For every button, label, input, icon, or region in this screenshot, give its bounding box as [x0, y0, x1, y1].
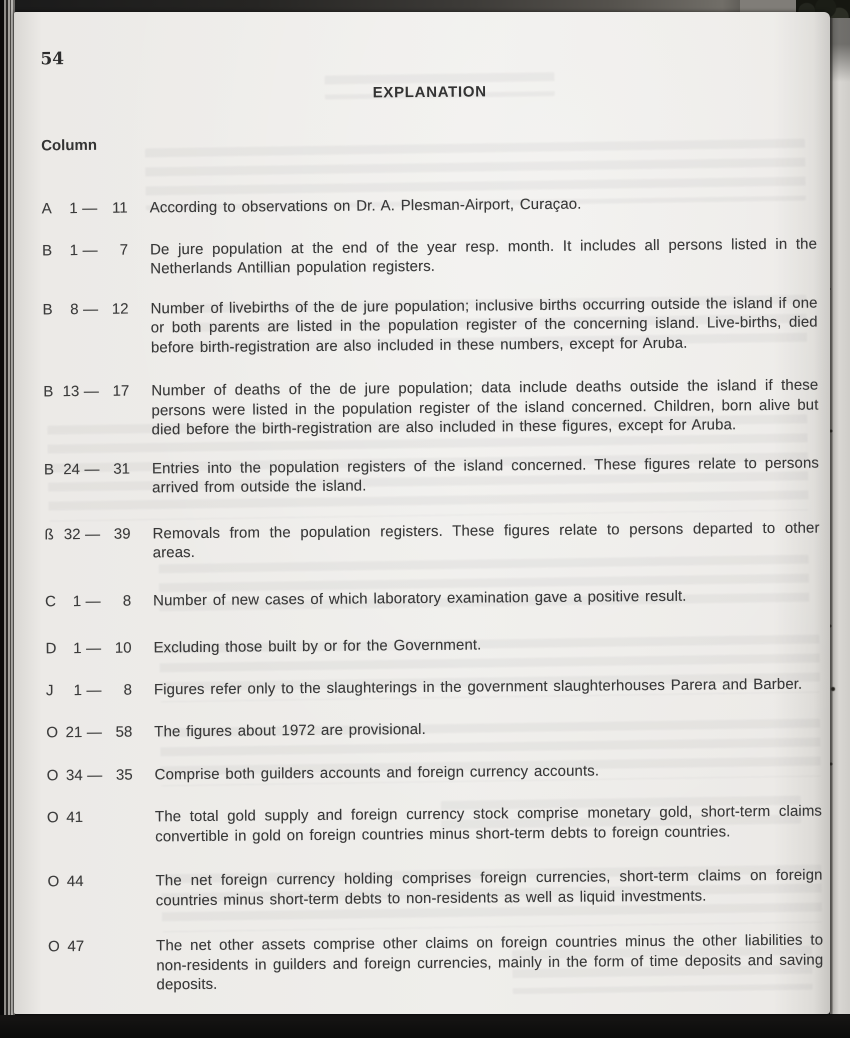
explanation-entry — [45, 633, 820, 659]
range-dash: — — [83, 300, 99, 318]
range-to: 8 — [122, 592, 132, 610]
scan-bottom-shadow — [0, 1015, 850, 1038]
range-from: 34 — [65, 766, 83, 784]
page-content — [14, 8, 839, 1017]
range-to: 7 — [119, 241, 129, 259]
explanation-entry — [42, 234, 817, 280]
range-dash: — — [84, 525, 101, 543]
column-letter: O — [48, 938, 60, 956]
entry-text: The net foreign currency holding comprises foreign currencies, short-term claims on foreign countries minus short-term debts to non-residents as well as liquid investments. — [155, 866, 823, 909]
column-letter: O — [46, 724, 59, 742]
explanation-entry — [46, 674, 821, 700]
entry-text: The figures about 1972 are provisional. — [154, 720, 426, 741]
column-letter: B — [42, 300, 53, 318]
scan-specks — [0, 0, 2, 2]
range-from: 44 — [66, 872, 84, 891]
range-from: 47 — [67, 937, 85, 956]
entry-text: Figures refer only to the slaughterings in the government slaughterhouses Parera and Barber. — [153, 675, 803, 698]
range-to: 11 — [112, 199, 128, 217]
column-letter: D — [45, 640, 57, 658]
entry-text: According to observations on Dr. A. Plesman-Airport, Curaçao. — [149, 195, 582, 217]
column-letter: B — [41, 241, 53, 259]
explanation-entry — [45, 585, 820, 611]
book-binding-edge — [0, 0, 15, 1038]
entry-text: De jure population at the end of the year resp. month. It includes all persons listed in the Netherlands Antillian population registers. — [149, 235, 818, 278]
entry-text: Number of new cases of which laboratory examination gave a positive result. — [153, 587, 687, 609]
range-from: 1 — [73, 639, 82, 658]
range-to: 8 — [123, 681, 132, 699]
page-title: EXPLANATION — [372, 83, 487, 102]
range-to: 31 — [113, 460, 131, 478]
explanation-entry — [42, 293, 817, 358]
column-letter: O — [46, 766, 59, 784]
explanation-entry — [47, 866, 822, 912]
range-dash: — — [82, 199, 98, 217]
column-letter: J — [45, 681, 54, 699]
range-from: 1 — [72, 592, 82, 610]
range-from: 1 — [73, 681, 82, 699]
range-from: 32 — [63, 525, 81, 543]
entry-text: Entries into the population registers of the island concerned. These figures relate to persons arrived from outside the island. — [151, 454, 820, 497]
range-from: 1 — [69, 200, 78, 218]
range-to: 58 — [115, 723, 133, 741]
range-from: 1 — [69, 241, 79, 259]
entry-text: Comprise both guilders accounts and foreign currency accounts. — [154, 761, 600, 783]
range-from: 24 — [63, 460, 81, 478]
column-letter: O — [47, 873, 60, 891]
entry-text: Number of livebirths of the de jure population; inclusive births occurring outside the island if one or both parents are listed in the population register of the concerning island. Live-births, died before birth-registration are also included in these numbers, except for Aruba. — [150, 294, 818, 356]
explanation-entry — [48, 931, 823, 996]
column-letter: ß — [44, 525, 54, 543]
range-to: 10 — [114, 639, 132, 657]
range-dash: — — [86, 723, 102, 741]
range-dash: — — [84, 460, 100, 478]
range-from: 8 — [70, 300, 79, 318]
entry-text: The net other assets comprise other claims on foreign countries minus the other liabilities to non-residents in guilders and foreign currencies, mainly in the form of time deposits and saving deposits. — [156, 931, 824, 994]
entry-text: Number of deaths of the de jure population; data include deaths outside the island if these persons were listed in the population register of the island concerned. Children, born alive but died before the birth-registration are also included in these figures, except for Aruba. — [151, 376, 819, 439]
explanation-entry — [47, 759, 822, 785]
range-dash: — — [85, 639, 102, 657]
range-to: 12 — [111, 300, 129, 318]
range-dash: — — [87, 766, 103, 784]
explanation-entry — [47, 802, 822, 848]
entry-text: The total gold supply and foreign currency stock comprise monetary gold, short-term claims convertible in gold on foreign countries minus short-term debts to foreign countries. — [154, 802, 823, 845]
explanation-entry — [44, 518, 819, 564]
range-dash: — — [85, 592, 101, 610]
explanation-entry — [43, 376, 818, 441]
range-from: 13 — [62, 383, 80, 401]
column-letter: B — [43, 383, 54, 401]
range-dash: — — [82, 241, 98, 259]
range-dash: — — [83, 382, 99, 400]
range-from: 41 — [66, 808, 84, 827]
range-to: 17 — [112, 382, 130, 400]
column-letter: O — [46, 809, 59, 827]
range-from: 21 — [65, 723, 83, 742]
explanation-entry — [44, 453, 819, 499]
range-to: 39 — [113, 525, 131, 543]
entry-text: Removals from the population registers. These figures relate to persons departed to other areas. — [152, 519, 820, 562]
column-header: Column — [41, 136, 98, 155]
page-number: 54 — [40, 49, 65, 70]
book-page — [14, 12, 830, 1014]
explanation-entry — [46, 717, 821, 743]
entry-text: Excluding those built by or for the Government. — [153, 636, 482, 657]
range-to: 35 — [115, 766, 133, 784]
column-letter: C — [45, 592, 57, 610]
column-letter: A — [41, 200, 52, 218]
range-dash: — — [86, 681, 102, 699]
explanation-list — [42, 193, 824, 1019]
column-letter: B — [43, 460, 55, 478]
